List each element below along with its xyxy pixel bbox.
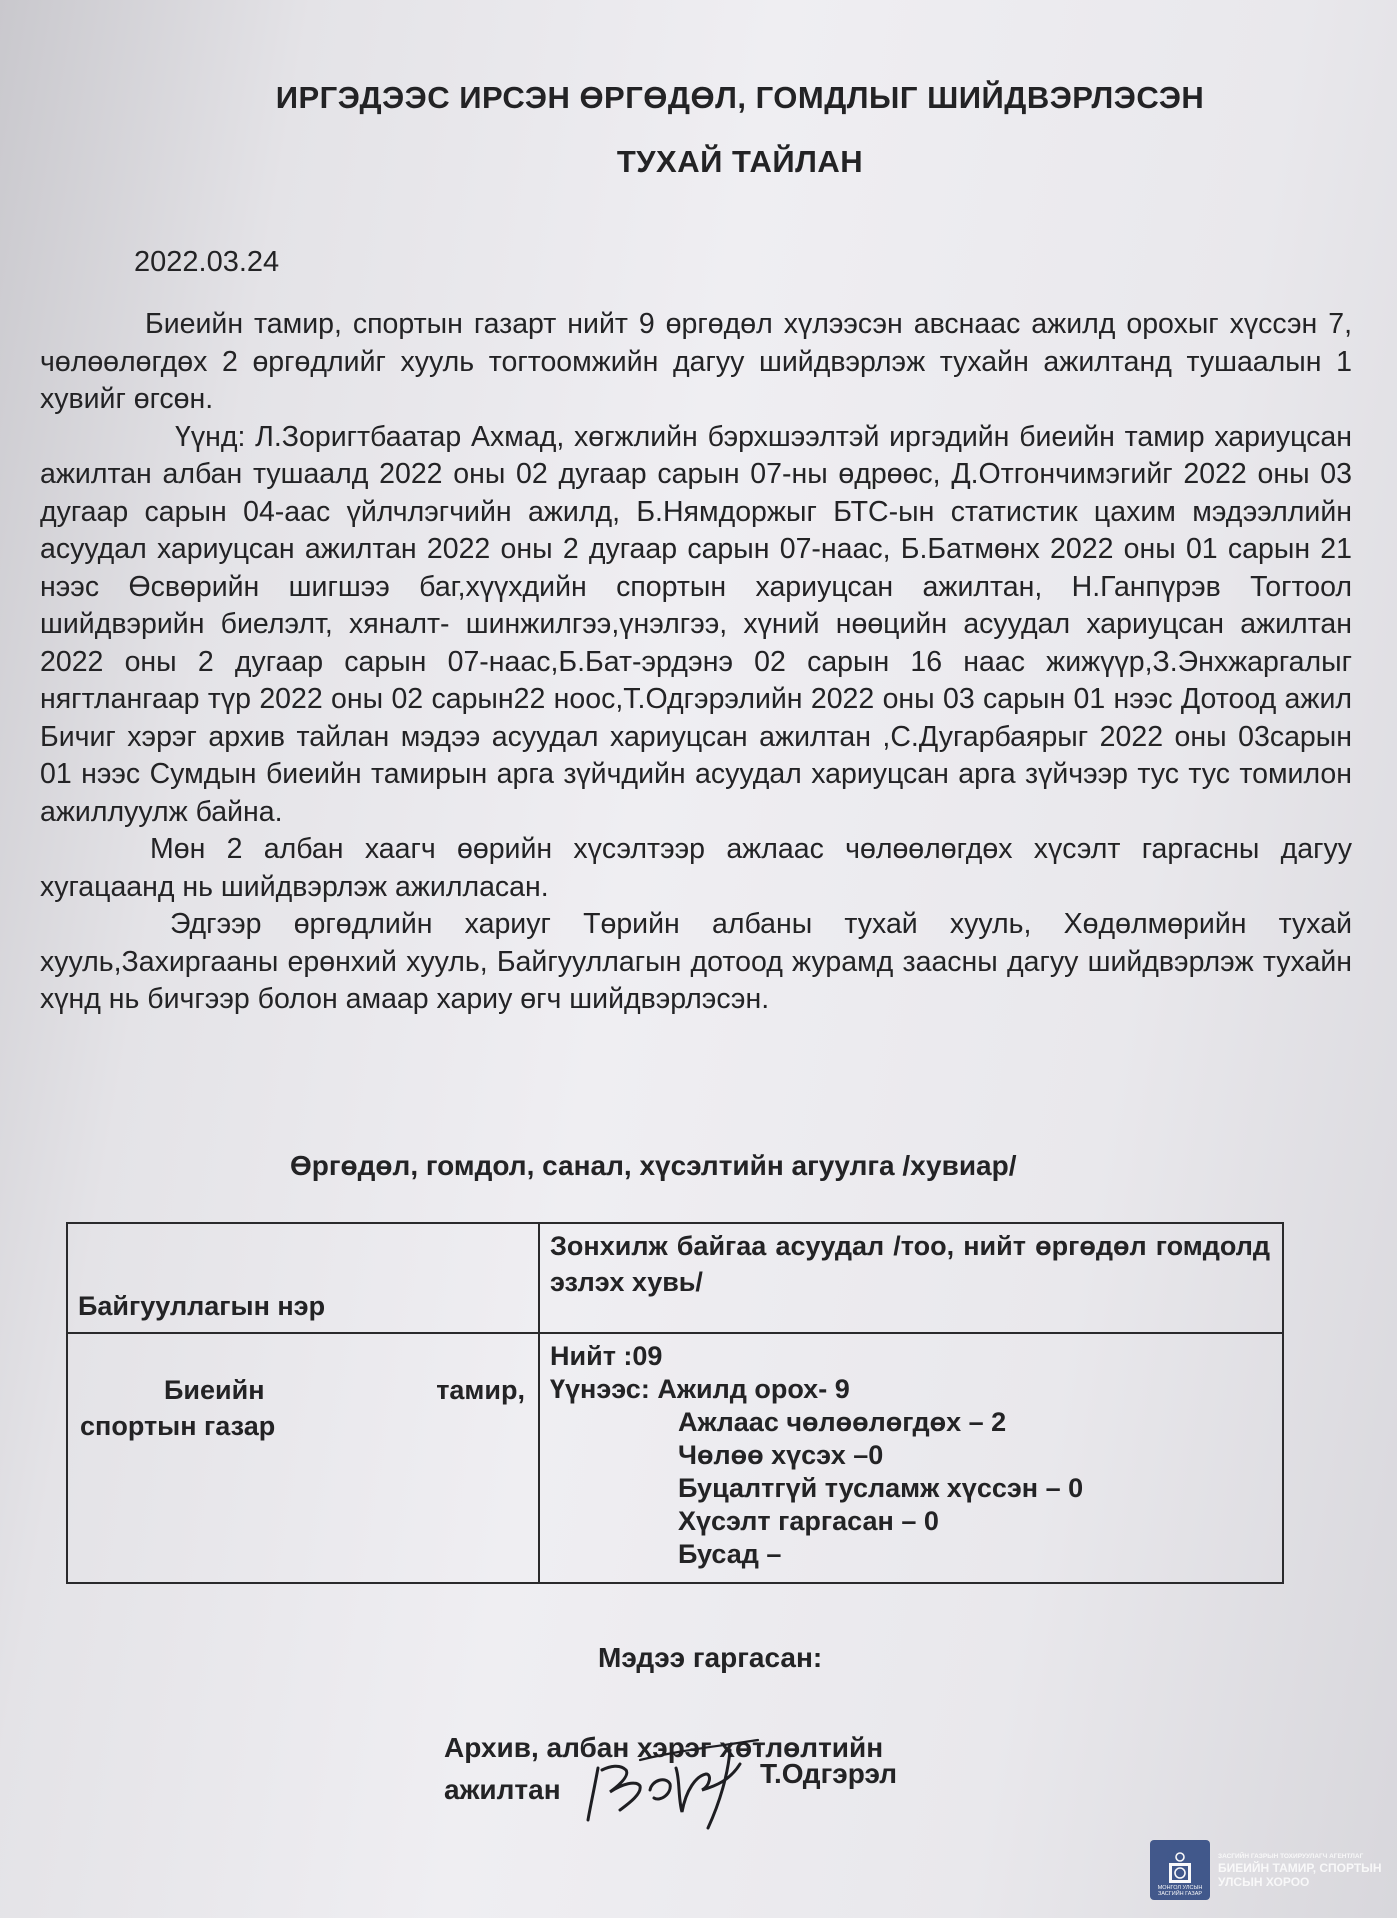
paragraph-appointments: Үүнд: Л.Зоригтбаатар Ахмад, хөгжлийн бэрхшээлтэй иргэдийн биеийн тамир хариуцсан ажилтан албан тушаалд 2022 оны 02 дугаар сарын 07-ны өдрөөс, Д.Отгончимэгийг 2022 оны 03 дугаар сарын 04-аас үйлчлэгчийн ажилд, Б.Нямдоржыг БТС-ын статистик цахим мэдээллийн асуудал хариуцсан ажилтан 2022 оны 2 дугаар сарын 07-наас, Б.Батмөнх 2022 оны 01 сарын 21 нээс Өсвөрийн шигшээ баг,хүүхдийн спортын хариуцсан ажилтан, Н.Ганпүрэв Тогтоол шийдвэрийн биелэлт, хяналт- шинжилгээ,үнэлгээ, хүний нөөцийн асуудал хариуцсан ажилтан 2022 оны 2 дугаар сарын 07-наас,Б.Бат-эрдэнэ 02 сарын 16 наас жижүүр,З.Энхжаргалыг нягтлангаар түр 2022 оны 02 сарын22 ноос,Т.Одгэрэлийн 2022 оны 03 сарын 01 нээс Дотоод ажил Бичиг хэрэг архив тайлан мэдээ асуудал хариуцсан ажилтан ,С.Дугарбаярыг 2022 оны 03сарын 01 нээс Сумдын биеийн тамирын арга зүйчдийн асуудал хариуцсан арга зүйчээр тус тус томилон ажиллуулж байна.: [40, 420, 1352, 828]
watermark-line1: ЗАСГИЙН ГАЗРЫН ТОХИРУУЛАГЧ АГЕНТЛАГ: [1218, 1852, 1364, 1860]
handwritten-signature-icon: [580, 1720, 770, 1830]
header-main-issues: Зонхилж байгаа асуудал /тоо, нийт өргөдөл гомдолд эзлэх хувь/: [550, 1231, 1270, 1297]
signer-name: Т.Одгэрэл: [760, 1758, 897, 1789]
watermark-line3: УЛСЫН ХОРОО: [1218, 1874, 1310, 1889]
signature-heading: Мэдээ гаргасан:: [598, 1642, 823, 1673]
complaints-table: [66, 1222, 1284, 1584]
organization-cell: [80, 1372, 525, 1444]
soyombo-emblem-icon: [1150, 1840, 1210, 1900]
organization-name-word2: тамир,: [436, 1375, 525, 1405]
table-row-divider: [68, 1332, 1282, 1334]
report-title-line1: ИРГЭДЭЭС ИРСЭН ӨРГӨДӨЛ, ГОМДЛЫГ ШИЙДВЭРЛЭСЭН: [275, 80, 1205, 115]
organization-name-line2: спортын газар: [80, 1411, 276, 1441]
paragraph-legal-basis: Эдгээр өргөдлийн хариуг Төрийн албаны тухай хууль, Хөдөлмөрийн тухай хууль,Захиргааны ерөнхий хууль, Байгууллагын дотоод журамд заасны дагуу шийдвэрлэж тухайн хүнд нь бичгээр болон амаар хариу өгч шийдвэрлэсэн.: [40, 908, 1352, 1015]
paragraph-summary: Биеийн тамир, спортын газарт нийт 9 өргөдөл хүлээсэн авснаас ажилд орохыг хүссэн 7, чөлөөлөгдөх 2 өргөдлийг хууль тогтоомжийн дагуу шийдвэрлэж тухайн ажилтанд тушаалын 1 хувийг өгсөн.: [40, 308, 1352, 415]
list-item: [550, 1373, 1083, 1406]
report-body: [40, 306, 1352, 1019]
issue-item-request: Хүсэлт гаргасан – 0: [678, 1506, 939, 1536]
paragraph-resignations: Мөн 2 албан хаагч өөрийн хүсэлтээр ажлаас чөлөөлөгдөх хүсэлт гаргасны дагуу хугацаанд нь шийдвэрлэж ажилласан.: [40, 833, 1352, 903]
organization-name-word1: Биеийн: [164, 1375, 265, 1405]
report-title-line2: ТУХАЙ ТАЙЛАН: [616, 144, 864, 179]
header-organization-name: Байгууллагын нэр: [78, 1291, 326, 1321]
issue-item-grant-request: Буцалтгүй тусламж хүссэн – 0: [678, 1473, 1084, 1503]
issue-item-leave-request: Чөлөө хүсэх –0: [678, 1440, 884, 1470]
issue-item-resignation: Ажлаас чөлөөлөгдөх – 2: [678, 1407, 1007, 1437]
issues-total: Нийт :09: [550, 1341, 663, 1371]
report-date: 2022.03.24: [134, 246, 280, 278]
watermark-line2: БИЕИЙН ТАМИР, СПОРТЫН: [1218, 1860, 1382, 1875]
emblem-caption: МОНГОЛ УЛСЫН ЗАСГИЙН ГАЗАР: [1157, 1885, 1203, 1897]
issue-item-job-application: Ажилд орох- 9: [657, 1374, 850, 1404]
issue-item-other: Бусад –: [678, 1539, 782, 1569]
table-caption: Өргөдөл, гомдол, санал, хүсэлтийн агуулга /хувиар/: [290, 1150, 1017, 1181]
table-column-divider: [538, 1224, 540, 1582]
signer-position-line1: Архив, албан хэрэг хөтлөлтийн: [444, 1732, 884, 1763]
soyombo-symbol-icon: [1165, 1851, 1195, 1885]
signer-position-line2: ажилтан: [444, 1774, 561, 1805]
issues-cell: [550, 1340, 1083, 1571]
agency-watermark: [1150, 1836, 1390, 1904]
watermark-text: [1218, 1852, 1382, 1889]
issues-prefix: Үүнээс:: [550, 1374, 650, 1404]
